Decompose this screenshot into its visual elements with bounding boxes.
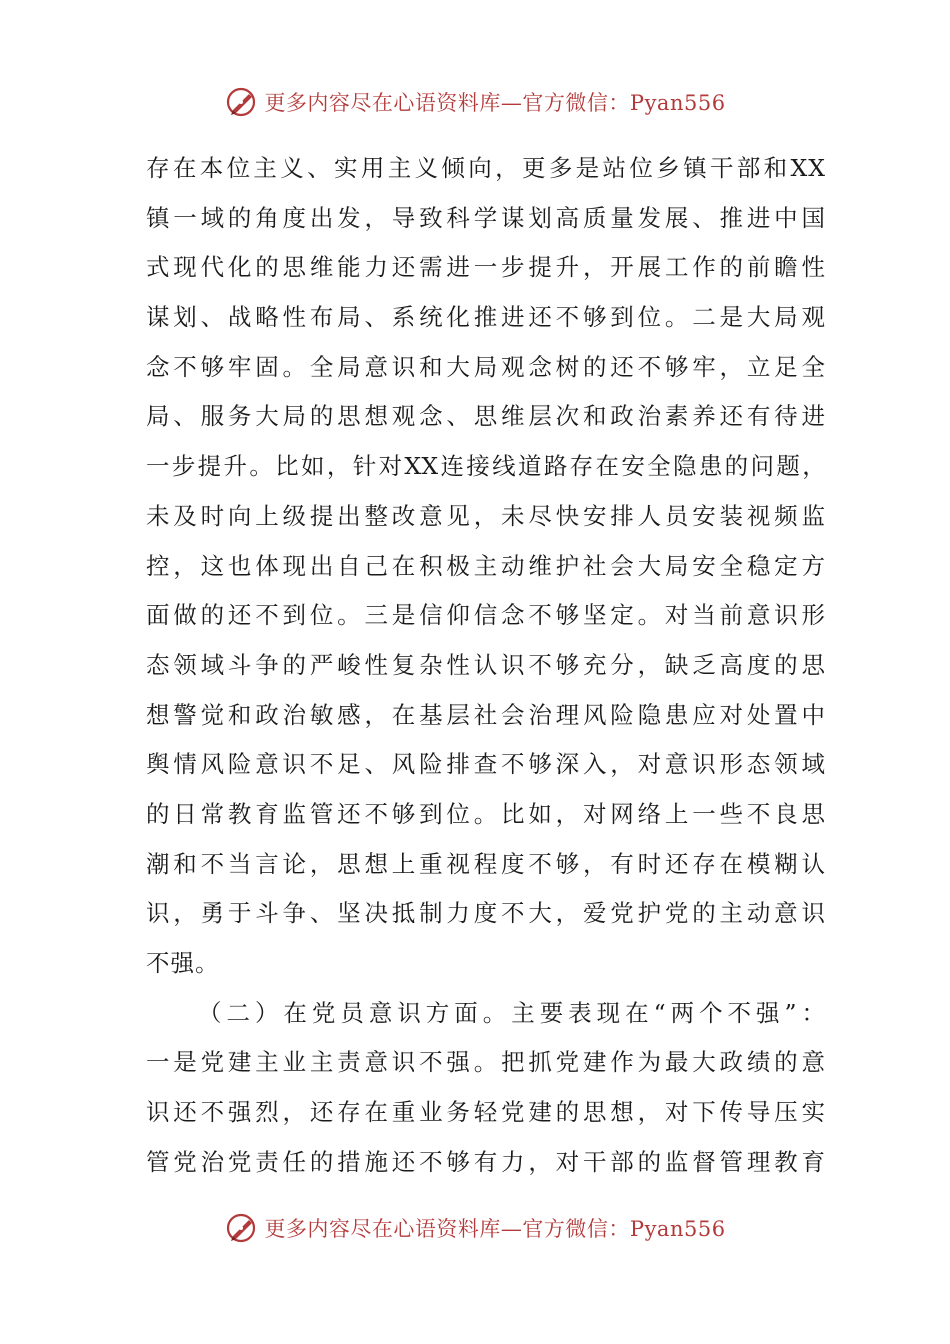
footer-watermark <box>0 1208 950 1248</box>
watermark-text: 更多内容尽在心语资料库—官方微信：Pyan556 <box>264 1217 726 1241</box>
text-line: 谋划、战略性布局、系统化推进还不够到位。二是大局观 <box>146 303 826 332</box>
text-line: 一是党建主业主责意识不强。把抓党建作为最大政绩的意 <box>146 1048 826 1077</box>
text-line: 管党治党责任的措施还不够有力，对干部的监督管理教育 <box>146 1147 826 1176</box>
pen-in-circle-icon <box>224 85 258 119</box>
text-line: 面做的还不到位。三是信仰信念不够坚定。对当前意识形 <box>146 601 826 630</box>
text-line: 识还不强烈，还存在重业务轻党建的思想，对下传导压实 <box>146 1098 826 1127</box>
text-line: 存在本位主义、实用主义倾向，更多是站位乡镇干部和XX <box>146 154 826 182</box>
text-line: 想警觉和政治敏感，在基层社会治理风险隐患应对处置中 <box>146 700 826 729</box>
text-line: 式现代化的思维能力还需进一步提升，开展工作的前瞻性 <box>146 253 826 282</box>
header-watermark <box>0 82 950 122</box>
text-line: 镇一域的角度出发，导致科学谋划高质量发展、推进中国 <box>146 203 826 232</box>
text-line: 念不够牢固。全局意识和大局观念树的还不够牢，立足全 <box>146 352 826 381</box>
text-line: 未及时向上级提出整改意见，未尽快安排人员安装视频监 <box>146 501 826 530</box>
text-line: 潮和不当言论，思想上重视程度不够，有时还存在模糊认 <box>146 849 826 878</box>
text-line: 局、服务大局的思想观念、思维层次和政治素养还有待进 <box>146 402 826 431</box>
watermark-text: 更多内容尽在心语资料库—官方微信：Pyan556 <box>264 91 726 115</box>
section-heading-line: （二）在党员意识方面。主要表现在“两个不强”： <box>198 998 826 1027</box>
text-line: 控，这也体现出自己在积极主动维护社会大局安全稳定方 <box>146 551 826 580</box>
pen-in-circle-icon <box>224 1211 258 1245</box>
text-line: 不强。 <box>146 949 220 977</box>
document-body <box>146 144 826 1187</box>
text-line: 的日常教育监管还不够到位。比如，对网络上一些不良思 <box>146 799 826 828</box>
text-line: 识，勇于斗争、坚决抵制力度不大，爱党护党的主动意识 <box>146 899 826 928</box>
text-line: 一步提升。比如，针对XX连接线道路存在安全隐患的问题， <box>146 452 826 481</box>
text-line: 态领域斗争的严峻性复杂性认识不够充分，缺乏高度的思 <box>146 650 826 679</box>
text-line: 舆情风险意识不足、风险排查不够深入，对意识形态领域 <box>146 750 826 779</box>
